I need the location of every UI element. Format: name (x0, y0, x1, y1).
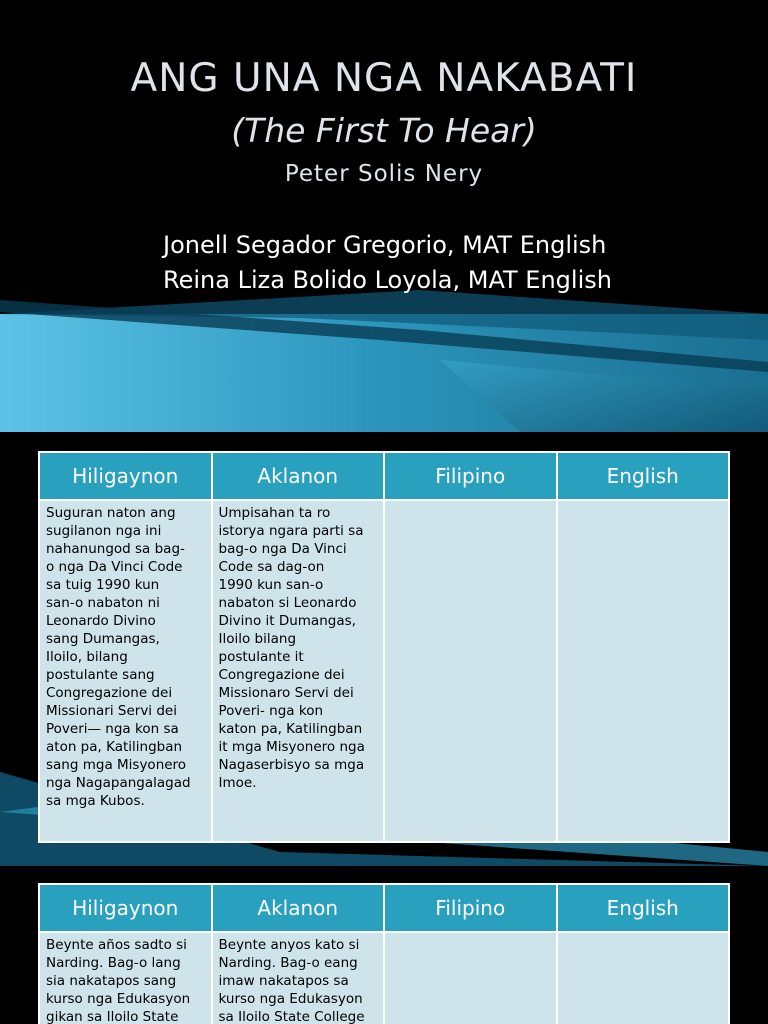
cell-hiligaynon: Suguran naton ang sugilanon nga ini nahanungod sa bag- o nga Da Vinci Code sa tuig 1990 kun san-o nabaton ni Leonardo Divino sang Dumangas, Iloilo, bilang postulante sang Congregazione dei Missionari Servi dei Poveri— nga kon sa aton pa, Katilingban sang mga Misyonero nga Nagapangalagad sa mga Kubos. (39, 500, 212, 842)
header-aklanon: Aklanon (212, 884, 385, 932)
cell-aklanon: Umpisahan ta ro istorya ngara parti sa bag-o nga Da Vinci Code sa dag-on 1990 kun san-o nabaton si Leonardo Divino it Dumangas, Iloilo bilang postulante it Congregazione dei Missionaro Servi dei Poveri- nga kon katon pa, Katilingban it mga Misyonero nga Nagaserbisyo sa mga Imoe. (212, 500, 385, 842)
table-row (39, 500, 729, 842)
translation-slide-2 (0, 866, 768, 1024)
table-row (39, 932, 729, 1024)
cell-hiligaynon: Beynte años sadto si Narding. Bag-o lang sia nakatapos sang kurso nga Edukasyon gikan sa Iloilo State (39, 932, 212, 1024)
header-hiligaynon: Hiligaynon (39, 884, 212, 932)
presenters (163, 228, 612, 298)
slide-subtitle: (The First To Hear) (231, 111, 537, 150)
presenter-2: Reina Liza Bolido Loyola, MAT English (163, 266, 612, 294)
cell-english (557, 932, 730, 1024)
table-header-row (39, 452, 729, 500)
cell-english (557, 500, 730, 842)
header-english: English (557, 452, 730, 500)
cell-aklanon: Beynte anyos kato si Narding. Bag-o eang imaw nakatapos sa kurso nga Edukasyon sa Iloilo State College (212, 932, 385, 1024)
translation-table (38, 883, 730, 1024)
table-header-row (39, 884, 729, 932)
header-aklanon: Aklanon (212, 452, 385, 500)
translation-slide-1 (0, 432, 768, 866)
author-name: Peter Solis Nery (284, 161, 484, 187)
slide-title: ANG UNA NGA NAKABATI (130, 56, 638, 101)
header-filipino: Filipino (384, 884, 557, 932)
header-english: English (557, 884, 730, 932)
translation-table (38, 451, 730, 843)
header-filipino: Filipino (384, 452, 557, 500)
cell-filipino (384, 932, 557, 1024)
cell-filipino (384, 500, 557, 842)
title-slide (0, 0, 768, 432)
presenter-1: Jonell Segador Gregorio, MAT English (163, 231, 607, 259)
header-hiligaynon: Hiligaynon (39, 452, 212, 500)
